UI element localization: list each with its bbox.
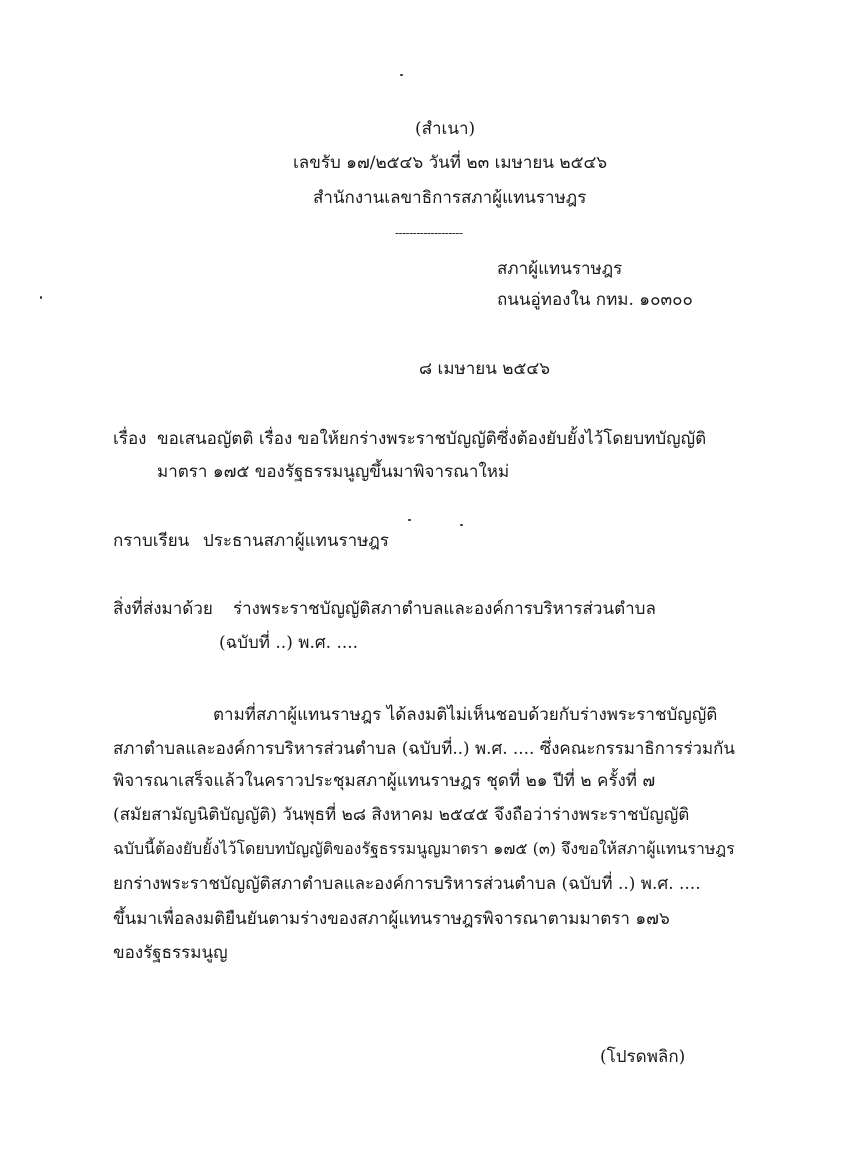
copy-mark: (สำเนา) [415, 119, 476, 139]
body-line: ยกร่างพระราชบัญญัติสภาตำบลและองค์การบริหารส่วนตำบล (ฉบับที่ ..) พ.ศ. .... [113, 874, 701, 894]
header-divider: ------------------- [395, 226, 463, 240]
receipt-number: เลขรับ ๑๗/๒๕๔๖ วันที่ ๒๓ เมษายน ๒๕๔๖ [293, 153, 608, 173]
subject-label: เรื่อง [113, 429, 147, 449]
subject-line-2: มาตรา ๑๗๕ ของรัฐธรรมนูญขึ้นมาพิจารณาใหม่ [157, 462, 510, 482]
document-date: ๘ เมษายน ๒๕๔๖ [419, 359, 551, 379]
turn-over-note: (โปรดพลิก) [600, 1047, 686, 1067]
body-line: (สมัยสามัญนิติบัญญัติ) วันพุธที่ ๒๘ สิงหาคม ๒๕๔๕ จึงถือว่าร่างพระราชบัญญัติ [113, 805, 690, 825]
scan-speck [40, 296, 42, 299]
body-line: พิจารณาเสร็จแล้วในคราวประชุมสภาผู้แทนราษฎร ชุดที่ ๒๑ ปีที่ ๒ ครั้งที่ ๗ [113, 771, 656, 791]
scan-speck [400, 74, 403, 76]
scan-speck [408, 519, 411, 521]
body-line: ของรัฐธรรมนูญ [113, 943, 228, 963]
office-name: สำนักงานเลขาธิการสภาผู้แทนราษฎร [313, 188, 587, 208]
scan-speck [460, 524, 463, 526]
body-line: สภาตำบลและองค์การบริหารส่วนตำบล (ฉบับที่..) พ.ศ. .... ซึ่งคณะกรรมาธิการร่วมกัน [113, 738, 735, 758]
body-line: ฉบับนี้ต้องยับยั้งไว้โดยบทบัญญัติของรัฐธรรมนูญมาตรา ๑๗๕ (๓) จึงขอให้สภาผู้แทนราษฎร [113, 839, 735, 858]
sender-address: ถนนอู่ทองใน กทม. ๑๐๓๐๐ [497, 290, 693, 310]
enclosure-line-2: (ฉบับที่ ..) พ.ศ. .... [219, 633, 359, 653]
subject-line-1: ขอเสนอญัตติ เรื่อง ขอให้ยกร่างพระราชบัญญัติซึ่งต้องยับยั้งไว้โดยบทบัญญัติ [157, 429, 707, 449]
body-line: ตามที่สภาผู้แทนราษฎร ได้ลงมติไม่เห็นชอบด้วยกับร่างพระราชบัญญัติ [213, 705, 718, 725]
sender-org: สภาผู้แทนราษฎร [497, 259, 623, 279]
enclosure-line-1: ร่างพระราชบัญญัติสภาตำบลและองค์การบริหารส่วนตำบล [233, 599, 656, 619]
enclosure-label: สิ่งที่ส่งมาด้วย [113, 599, 213, 619]
body-line: ขึ้นมาเพื่อลงมติยืนยันตามร่างของสภาผู้แทนราษฎรพิจารณาตามมาตรา ๑๗๖ [113, 909, 670, 929]
salutation-label: กราบเรียน [113, 531, 190, 551]
salutation-recipient: ประธานสภาผู้แทนราษฎร [203, 531, 389, 551]
